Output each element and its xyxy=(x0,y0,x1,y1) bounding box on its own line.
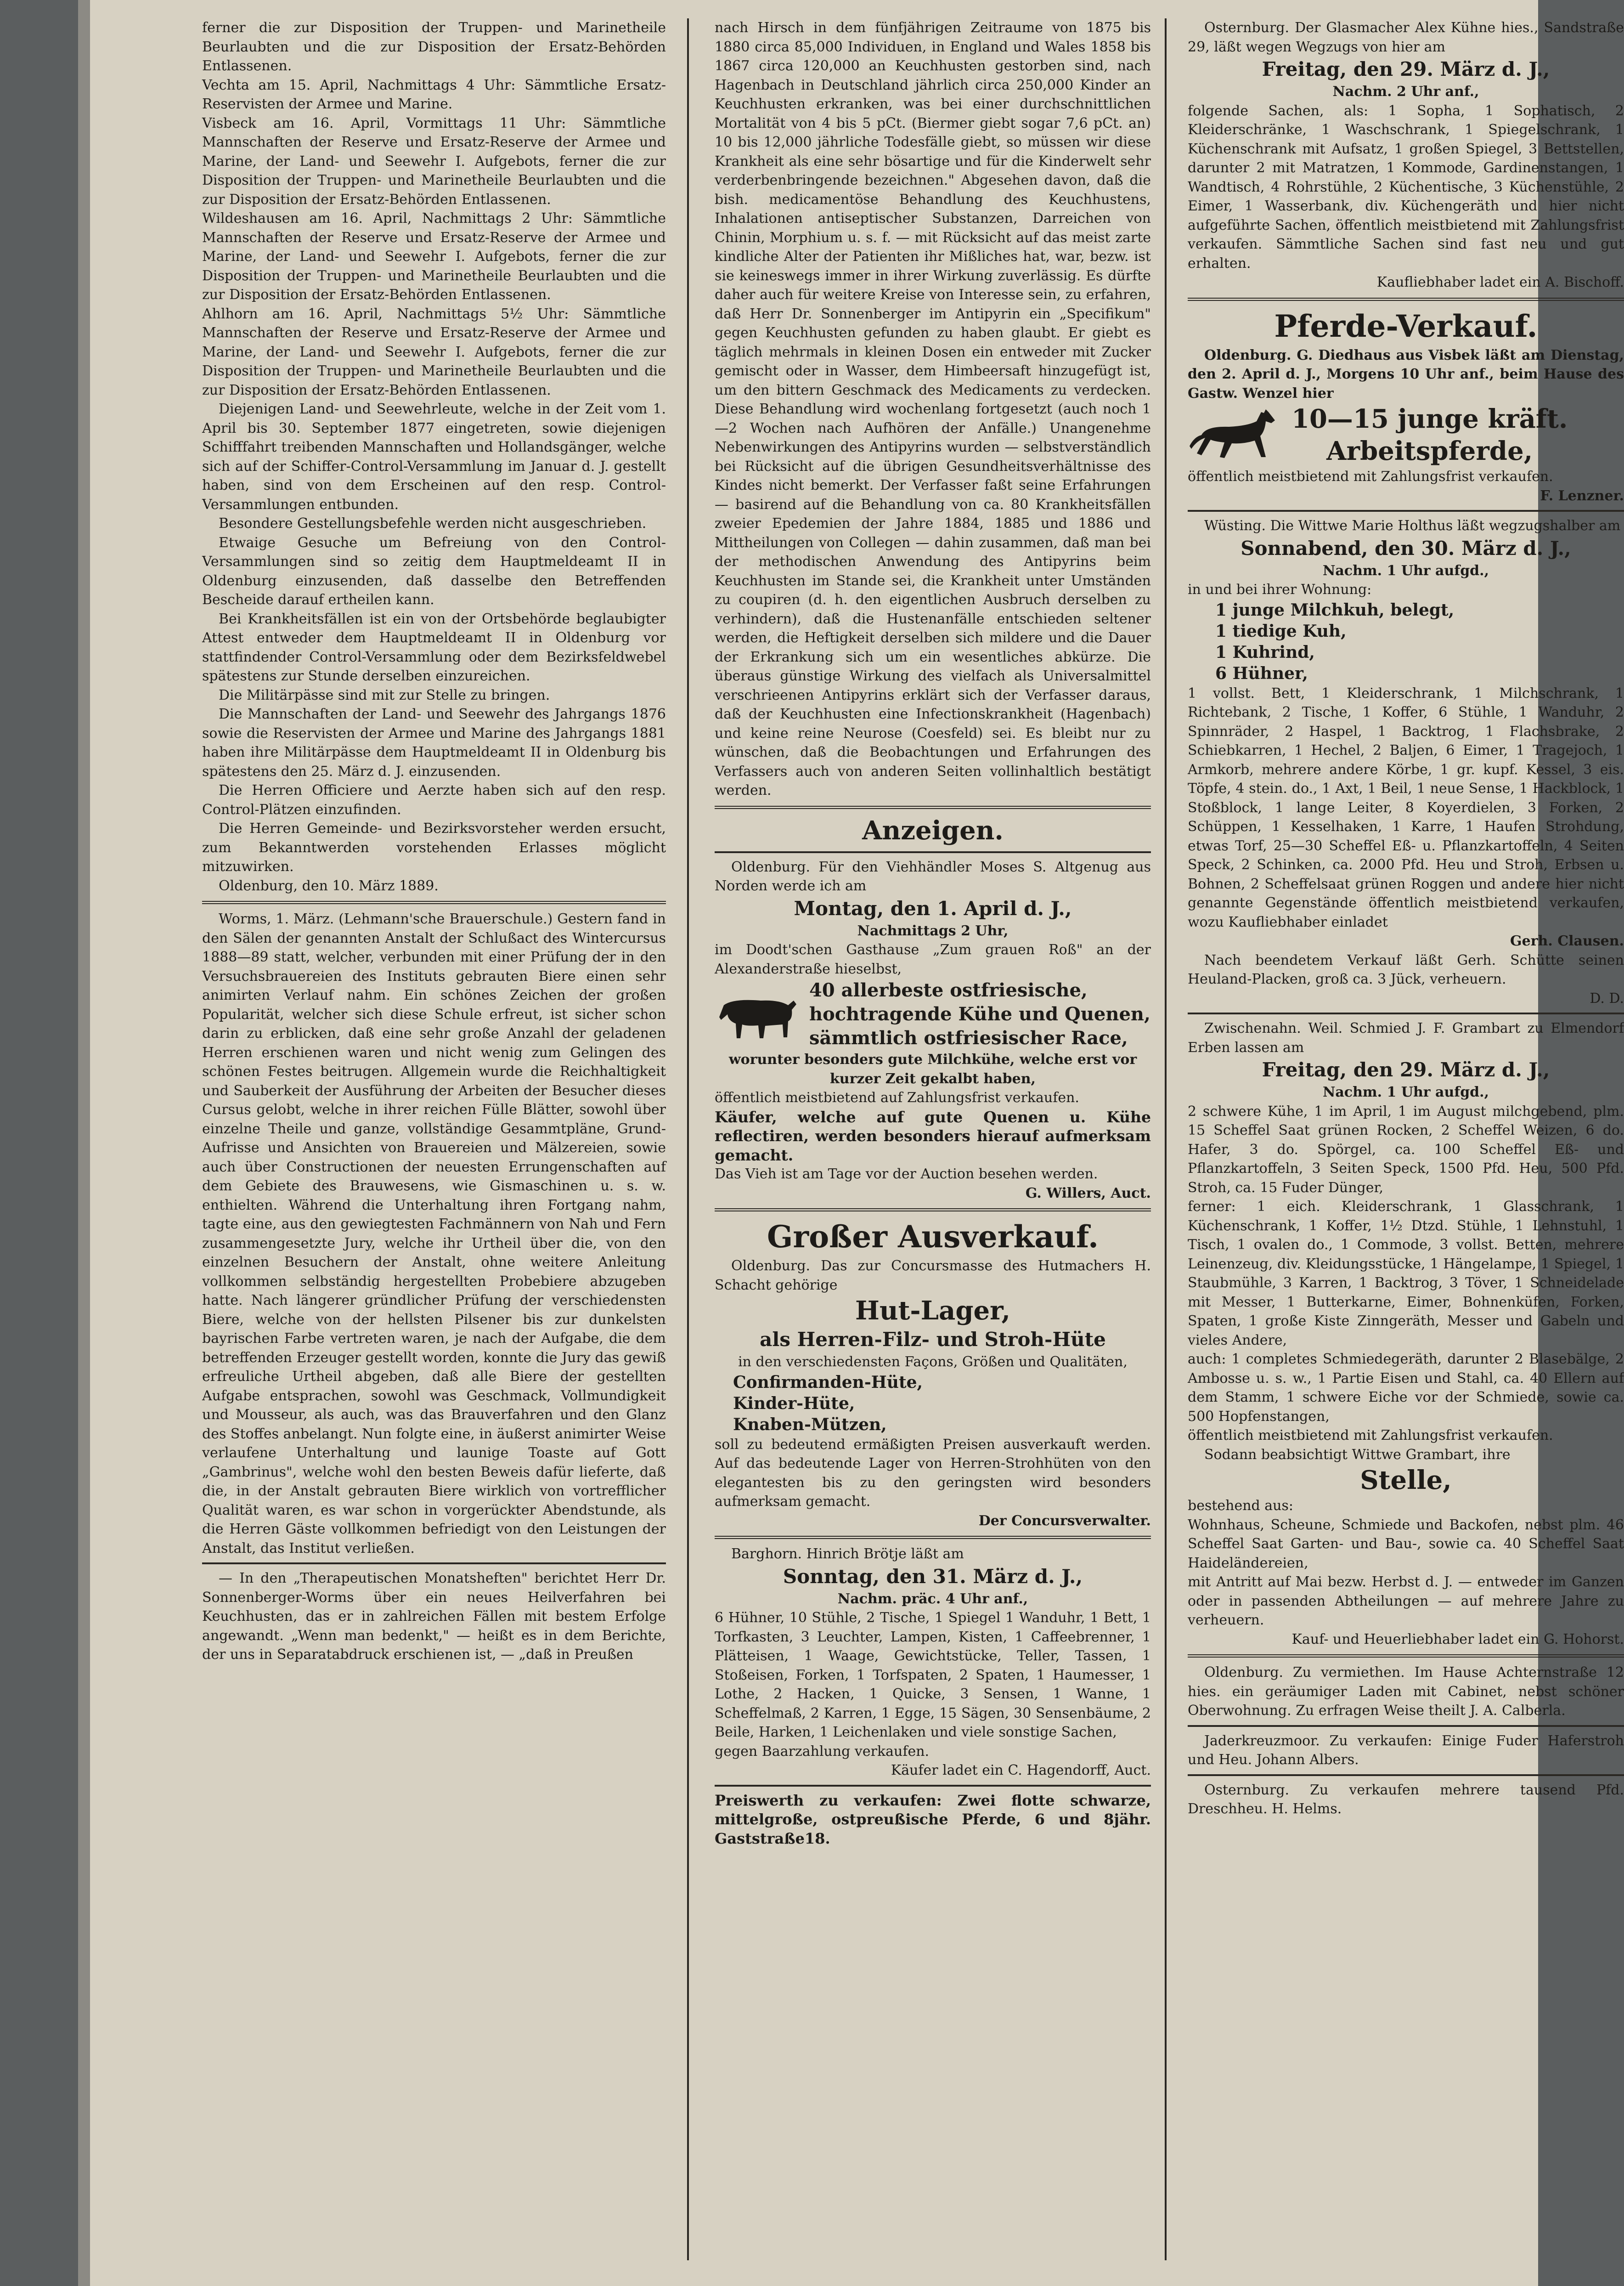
section-divider xyxy=(1188,298,1624,301)
ad-wuesting-time: Nachm. 1 Uhr aufgd., xyxy=(1322,562,1489,579)
ad-osternburg-date: Freitag, den 29. März d. J., xyxy=(1262,58,1550,80)
ad-horses-type: Arbeitspferde, xyxy=(1326,436,1533,466)
ad-sale-heading: Großer Ausverkauf. xyxy=(767,1219,1099,1255)
ad-cattle-sale: öffentlich meistbietend auf Zahlungsfrist verkaufen. xyxy=(715,1090,1079,1106)
ad-sale-subheading: als Herren-Filz- und Stroh-Hüte xyxy=(760,1328,1106,1351)
notice-vechta: Vechta am 15. April, Nachmittags 4 Uhr: Sämmtliche Ersatz-Reservisten der Armee und Marine. xyxy=(202,77,666,112)
ad-cattle-time: Nachmittags 2 Uhr, xyxy=(857,922,1009,939)
newspaper-page xyxy=(90,0,1624,2286)
notice-paragraph: Die Herren Officiere und Aerzte haben sich auf den resp. Control-Plätzen einzufinden. xyxy=(202,782,666,818)
notice-paragraph: Die Mannschaften der Land- und Seewehr des Jahrgangs 1876 sowie die Reservisten der Armee und Marine des Jahrgangs 1881 haben ihre Militärpässe dem Hauptmeldeamt II in Oldenburg bis spätestens den 25. März d. J. einzusenden. xyxy=(202,706,666,780)
notice-paragraph: Die Herren Gemeinde- und Bezirksvorsteher werden ersucht, zum Bekanntwerden vorstehenden Erlasses möglicht mitzuwirken. xyxy=(202,820,666,875)
notice-visbeck: Visbeck am 16. April, Vormittags 11 Uhr: Sämmtliche Mannschaften der Reserve und Ersatz-Reserve der Armee und Marine, der Land- und Seewehr I. Aufgebots, ferner die zur Disposition der Truppen- und Marinetheile Beurlaubten und die zur Disposition der Ersatz-Behörden Entlassenen. xyxy=(202,115,666,208)
ad-osternburg-hay: Osternburg. Zu verkaufen mehrere tausend Pfd. Dreschheu. H. Helms. xyxy=(1188,1782,1624,1817)
notice-paragraph: Besondere Gestellungsbefehle werden nicht ausgeschrieben. xyxy=(219,515,647,532)
notice-paragraph: Die Militärpässe sind mit zur Stelle zu bringen. xyxy=(219,687,550,703)
ad-horses-sale: öffentlich meistbietend mit Zahlungsfrist verkaufen. xyxy=(1188,469,1553,485)
ad-cattle-buyers: Käufer, welche auf gute Quenen u. Kühe reflectiren, werden besonders hierauf aufmerksam gemacht. xyxy=(715,1108,1151,1164)
ad-osternburg-time: Nachm. 2 Uhr anf., xyxy=(1332,84,1479,100)
column-left xyxy=(202,18,666,1664)
section-divider xyxy=(715,1208,1151,1211)
ad-wuesting-place: in und bei ihrer Wohnung: xyxy=(1188,582,1372,598)
ad-wuesting-intro: Wüsting. Die Wittwe Marie Holthus läßt wegzugshalber am xyxy=(1204,518,1621,534)
section-divider xyxy=(1188,1774,1624,1776)
ad-sale-item: Kinder-Hüte, xyxy=(733,1393,855,1413)
section-divider xyxy=(202,901,666,904)
page-binding-edge xyxy=(78,0,90,2286)
ad-sale-intro: Oldenburg. Das zur Concursmasse des Hutmachers H. Schacht gehörige xyxy=(715,1258,1151,1293)
ad-horses-offer xyxy=(1188,403,1624,467)
ad-sale-item: Confirmanden-Hüte, xyxy=(733,1372,923,1392)
section-heading-anzeigen: Anzeigen. xyxy=(862,815,1004,846)
ad-horses-heading: Pferde-Verkauf. xyxy=(1274,308,1538,344)
ad-wuesting-item: 1 tiedige Kuh, xyxy=(1215,621,1347,641)
ad-zwischenahn-text: ferner: 1 eich. Kleiderschrank, 1 Glasschrank, 1 Küchenschrank, 1 Koffer, 1½ Dtzd. Stühle, 1 Lehnstuhl, 1 Tisch, 1 ovalen do., 1 Commode, 3 vollst. Betten, mehrere Leinenzeug, div. Kleidungsstücke, 1 Hängelampe, 1 Spiegel, 1 Staubmühle, 3 Karren, 1 Backtrog, 3 Töver, 1 Schneidelade mit Messer, 1 Butterkarne, Eimer, Bohnenküfen, Forken, Spaten, 1 große Kiste Zinngeräth, Messer und Gabeln und vieles Andere, xyxy=(1188,1199,1624,1348)
horse-icon xyxy=(1188,407,1284,463)
section-divider xyxy=(715,851,1151,853)
ad-zwischenahn-text: mit Antritt auf Mai bezw. Herbst d. J. — entweder im Ganzen oder in passenden Abtheilungen — auf mehrere Jahre zu verheuern. xyxy=(1188,1574,1624,1628)
cow-icon xyxy=(715,987,802,1042)
ad-barghorn-payment: gegen Baarzahlung verkaufen. xyxy=(715,1743,930,1760)
ad-osternburg-text: folgende Sachen, als: 1 Sopha, 1 Sophatisch, 2 Kleiderschränke, 1 Waschschrank, 1 Spiegelschrank, 1 Küchenschrank mit Aufsatz, 1 großen Spiegel, 3 Bettstellen, darunter 2 mit Matratzen, 1 Kommode, Gardinenstangen, 1 Wandtisch, 4 Rohrstühle, 2 Küchentische, 3 Küchenstühle, 2 Eimer, 1 Wasserbank, div. Küchengeräth und hier nicht aufgeführte Sachen, öffentlich meistbietend mit Zahlungsfrist verkaufen. Sämmtliche Sachen sind fast neu und gut erhalten. xyxy=(1188,102,1624,272)
ad-wuesting-signature: Gerh. Clausen. xyxy=(1510,933,1624,949)
ad-jaderkreuzmoor: Jaderkreuzmoor. Zu verkaufen: Einige Fuder Haferstroh und Heu. Johann Albers. xyxy=(1188,1732,1624,1768)
ad-zwischenahn-intro: Zwischenahn. Weil. Schmied J. F. Grambart zu Elmendorf Erben lassen am xyxy=(1188,1020,1624,1056)
column-rule xyxy=(1165,18,1167,2260)
ad-barghorn-text: 6 Hühner, 10 Stühle, 2 Tische, 1 Spiegel 1 Wanduhr, 1 Bett, 1 Torfkasten, 3 Leuchter, Lampen, Kisten, 1 Caffeebrenner, 1 Plätteisen, 1 Waage, Gewichtstücke, Teller, Tassen, 1 Stoßeisen, Forken, 1 Torfspaten, 2 Spaten, 1 Haumesser, 1 Lothe, 2 Hacken, 1 Quicke, 3 Sensen, 1 Wanne, 1 Scheffelmaß, 2 Karren, 1 Egge, 15 Sägen, 30 Sensenbäume, 2 Beile, Harken, 1 Leichenlaken und viele sonstige Sachen, xyxy=(715,1610,1151,1740)
ad-wuesting-text: 1 vollst. Bett, 1 Kleiderschrank, 1 Milchschrank, 1 Richtebank, 2 Tische, 1 Koffer, 6 Stühle, 1 Wanduhr, 2 Spinnräder, 2 Haspel, 1 Backtrog, 1 Flachsbrake, 2 Schiebkarren, 1 Hechel, 2 Baljen, 6 Eimer, 1 Tragejoch, 1 Armkorb, mehrere andere Körbe, 1 gr. kupf. Kessel, 3 eis. Töpfe, 4 stein. do., 1 Axt, 1 Beil, 1 neue Sense, 1 Hackblock, 1 Stoßblock, 1 lange Leiter, 8 Koyerdielen, 3 Forken, 2 Schüppen, 1 Kesselhaken, 1 Karre, 1 Haufen Strohdung, etwas Torf, 25—30 Scheffel Eß- u. Pflanzkartoffeln, 4 Seiten Speck, 2 Schinken, ca. 2000 Pfd. Heu und Stroh, Erbsen u. Bohnen, 2 Scheffelsaat grünen Roggen und andere hier nicht genannte Gegenstände öffentlich meistbietend verkaufen, wozu Kaufliebhaber einladet xyxy=(1188,685,1624,930)
section-divider xyxy=(202,1562,666,1564)
ad-zwischenahn-date: Freitag, den 29. März d. J., xyxy=(1262,1058,1550,1081)
ad-osternburg-intro: Osternburg. Der Glasmacher Alex Kühne hies., Sandstraße 29, läßt wegen Wegzugs von hier am xyxy=(1188,20,1624,55)
ad-cattle-signature: G. Willers, Auct. xyxy=(1025,1185,1151,1201)
ad-wuesting-date: Sonnabend, den 30. März d. J., xyxy=(1241,537,1571,560)
ad-zwischenahn-consisting: bestehend aus: xyxy=(1188,1498,1294,1514)
ad-barghorn-time: Nachm. präc. 4 Uhr anf., xyxy=(837,1590,1028,1607)
section-divider xyxy=(1188,1013,1624,1014)
ad-oldenburg-rent: Oldenburg. Zu vermiethen. Im Hause Achternstraße 12 hies. ein geräumiger Laden mit Cabinet, nebst schöner Oberwohnung. Zu erfragen Weise theilt J. A. Calberla. xyxy=(1188,1664,1624,1719)
notice-wildeshausen: Wildeshausen am 16. April, Nachmittags 2 Uhr: Sämmtliche Mannschaften der Reserve und Ersatz-Reserve der Armee und Marine, der Land- und Seewehr I. Aufgebots, ferner die zur Disposition der Truppen- und Marinetheile Beurlaubten und die zur Disposition der Ersatz-Behörden Entlassenen. xyxy=(202,210,666,303)
ad-sale-signature: Der Concursverwalter. xyxy=(978,1512,1151,1529)
column-right xyxy=(1188,18,1624,1819)
ad-cattle-place: im Doodt'schen Gasthause „Zum grauen Roß" an der Alexanderstraße hieselbst, xyxy=(715,942,1151,977)
ad-cattle-date: Montag, den 1. April d. J., xyxy=(794,897,1072,920)
section-divider xyxy=(715,1785,1151,1787)
ad-zwischenahn-text: 2 schwere Kühe, 1 im April, 1 im August milchgebend, plm. 15 Scheffel Saat grünen Rocken, 2 Scheffel Weizen, 6 do. Hafer, 3 do. Spörgel, ca. 100 Scheffel Eß- und Pflanzkartoffeln, 3 Seiten Speck, 1500 Pfd. Heu, 500 Pfd. Stroh, ca. 15 Fuder Dünger, xyxy=(1188,1103,1624,1196)
ad-zwischenahn-sale: öffentlich meistbietend mit Zahlungsfrist verkaufen. xyxy=(1188,1427,1553,1443)
notice-paragraph: Etwaige Gesuche um Befreiung von den Control-Versammlungen sind so zeitig dem Hauptmeldeamt II in Oldenburg einzusenden, daß dasselbe den Betreffenden Bescheide darauf ertheilen kann. xyxy=(202,534,666,608)
ad-sale-item: Knaben-Mützen, xyxy=(733,1415,887,1434)
notice-ahlhorn: Ahlhorn am 16. April, Nachmittags 5½ Uhr: Sämmtliche Mannschaften der Reserve und Ersatz-Reserve der Armee und Marine, der Land- und Seewehr I. Aufgebots, ferner die zur Disposition der Truppen- und Marinetheile Beurlaubten und die zur Disposition der Ersatz-Behörden Entlassenen. xyxy=(202,306,666,398)
ad-wuesting-item: 6 Hühner, xyxy=(1215,663,1308,683)
section-divider xyxy=(1188,1725,1624,1727)
notice-paragraph: Diejenigen Land- und Seewehrleute, welche in der Zeit vom 1. April bis 30. September 1877 eingetreten, sowie diejenigen Schifffahrt treibenden Mannschaften und Hollandsgänger, welche sich auf der Schiffer-Control-Versammlung im Januar d. J. gestellt haben, sind von dem Erscheinen auf den resp. Control-Versammlungen entbunden. xyxy=(202,401,666,513)
column-rule xyxy=(687,18,689,2260)
notice-date: Oldenburg, den 10. März 1889. xyxy=(219,877,439,894)
ad-zwischenahn-time: Nachm. 1 Uhr aufgd., xyxy=(1322,1084,1489,1100)
ad-zwischenahn-then: Sodann beabsichtigt Wittwe Grambart, ihre xyxy=(1204,1446,1511,1463)
ad-zwischenahn-text: auch: 1 completes Schmiedegeräth, darunter 2 Blasebälge, 2 Ambosse u. s. w., 1 Partie Eisen und Stahl, ca. 40 Ellern auf dem Stamm, 1 schwere Eiche vor der Schmiede, sowie ca. 500 Hopfenstangen, xyxy=(1188,1351,1624,1425)
ad-horses-for-sale: Preiswerth zu verkaufen: Zwei flotte schwarze, mittelgroße, ostpreußische Pferde, 6 und 8jähr. Gaststraße18. xyxy=(715,1791,1151,1847)
article-therapeutic: — In den „Therapeutischen Monatsheften" berichtet Herr Dr. Sonnenberger-Worms über ein neues Heilverfahren bei Keuchhusten, das er in zahlreichen Fällen mit bestem Erfolge angewandt. „Wenn man bedenkt," — heißt es in dem Berichte, der uns in Separatabdruck erschienen ist, — „daß in Preußen xyxy=(202,1570,666,1663)
ad-barghorn-signature: Käufer ladet ein C. Hagendorff, Auct. xyxy=(891,1762,1151,1778)
ad-wuesting-item: 1 junge Milchkuh, belegt, xyxy=(1215,600,1455,620)
ad-cattle-offer xyxy=(715,979,1151,1050)
column-middle xyxy=(715,18,1151,1848)
ad-wuesting-initials: D. D. xyxy=(1590,990,1624,1007)
ad-zwischenahn-property: Stelle, xyxy=(1360,1465,1452,1495)
ad-cattle-end: Das Vieh ist am Tage vor der Auction besehen werden. xyxy=(715,1166,1098,1182)
notice-paragraph: Bei Krankheitsfällen ist ein von der Ortsbehörde beglaubigter Attest entweder dem Hauptmeldeamt II in Oldenburg vor stattfindender Control-Versammlung oder dem Bezirksfeldwebel spätestens zur Stunde derselben einzureichen. xyxy=(202,611,666,684)
section-divider xyxy=(1188,510,1624,512)
section-divider xyxy=(715,1536,1151,1539)
article-worms: Worms, 1. März. (Lehmann'sche Brauerschule.) Gestern fand in den Sälen der genannten Anstalt der Schlußact des Wintercursus 1888—89 statt, welcher, verbunden mit einer Prüfung der in den Versuchsbrauereien des Instituts gebrauten Biere einen sehr animirten Verlauf nahm. Ein schönes Zeichen der großen Popularität, welcher sich diese Schule erfreut, ist sicher schon darin zu erblicken, daß eine sehr große Anzahl der geladenen Herren erschienen waren und nicht wenig zum Gelingen des schönen Festes beitrugen. Allgemein wurde die Reichhaltigkeit und Sauberkeit der Ausführung der Arbeiten der Besucher dieses Cursus gelobt, welche in ihrer reichen Fülle Blätter, sowohl über einzelne Theile und ganze, vollständige Gesammtpläne, Grund-Aufrisse und Ansichten von Brauereien und Mälzereien, sowie auch über Constructionen der neuesten Errungenschaften auf dem Gebiete des Brauwesens, wie Gismaschinen u. s. w. enthielten. Während die Unterhaltung ihren Fortgang nahm, tagte eine, aus den gewiegtesten Fachmännern von Nah und Fern zusammengesetzte Jury, welche ihr Urtheil über die, von den einzelnen Besuchern der Anstalt, ohne weitere Anleitung vollkommen selbständig hergestellten Probebiere abzugeben hatte. Nach längerer gründlicher Prüfung der verschiedensten Biere, welche von der hellsten Pilsener bis zur dunkelsten bayrischen Farbe vertreten waren, je nach der Aufgabe, die dem betreffenden Erzeuger gestellt worden, konnte die Jury das gewiß erfreuliche Urtheil abgeben, daß alle Biere der gestellten Aufgabe entsprachen, sowohl was Geschmack, Vollmundigkeit und Mousseur, als auch, was das Brauverfahren und den Glanz des Stoffes anbelangt. Nun folgte eine, in äußerst animirter Weise verlaufene Unterhaltung und launige Toaste auf Gott „Gambrinus", welche wohl den besten Beweis dafür lieferte, daß die, in der Anstalt gebrauten Biere wirklich von vortrefflicher Qualität waren, es war schon in vorgerückter Abendstunde, als die Herren Gäste vollkommen befriedigt von den Leistungen der Anstalt, das Institut verließen. xyxy=(202,911,666,1556)
ad-osternburg-signature: Kaufliebhaber ladet ein A. Bischoff. xyxy=(1376,274,1624,290)
article-keuchhusten: nach Hirsch in dem fünfjährigen Zeitraume von 1875 bis 1880 circa 85,000 Individuen, in England und Wales 1858 bis 1867 circa 120,000 an Keuchhusten gestorben sind, nach Hagenbach in Deutschland jährlich circa 250,000 Kinder an Keuchhusten erkranken, was bei einer durchschnittlichen Mortalität von 4 bis 5 pCt. (Biermer giebt sogar 7,6 pCt. an) 10 bis 12,000 jährliche Todesfälle giebt, so müssen wir diese Krankheit als eine sehr bösartige und für die Kinderwelt sehr verderbenbringende bezeichnen." Abgesehen davon, daß die bish. medicamentöse Behandlung des Keuchhustens, Inhalationen antiseptischer Substanzen, Darreichen von Chinin, Morphium u. s. f. — mit Rücksicht auf das meist zarte kindliche Alter der Patienten ihr Mißliches hat, war, bezw. ist sie keineswegs immer in ihrer Wirkung zuverlässig. Es dürfte daher auch für weitere Kreise von Interesse sein, zu erfahren, daß Herr Dr. Sonnenberger im Antipyrin ein „Specifikum" gegen Keuchhusten gefunden zu haben glaubt. Er giebt es täglich mehrmals in kleinen Dosen ein entweder mit Zucker gemischt oder in Wasser, dem Himbeersaft hinzugefügt ist, um den bittern Geschmack des Medicaments zu verdecken. Diese Behandlung wird wochenlang fortgesetzt (auch noch 1—2 Wochen nach Aufhören der Anfälle.) Unangenehme Nebenwirkungen des Antipyrins wurden — selbstverständlich bei Rücksicht auf die übrigen Gesundheitsverhältnisse des Kindes nicht bemerkt. Der Verfasser faßt seine Erfahrungen — basirend auf die Behandlung von ca. 80 Krankheitsfällen zweier Epedemien der Jahre 1884, 1885 und 1886 und Mittheilungen von Collegen — dahin zusammen, daß man bei der methodischen Anwendung des Antipyrins beim Keuchhusten im Stande sei, die Krankheit unter Umständen zu coupiren (d. h. den eigentlichen Ausbruch derselben zu verhindern), daß die Hustenanfälle entschieden seltener werden, die Heftigkeit derselben sich mildere und die Dauer der Erkrankung sich um ein wesentliches abkürze. Die überaus günstige Wirkung des vielfach als Universalmittel verschrieenen Antipyrins erklärt sich der Verfasser daraus, daß der Keuchhusten eine Infectionskrankheit (Hagenbach) und keine reine Neurose (Coesfeld) sei. Es bleibt nur zu wünschen, daß die Beobachtungen und Erfahrungen des Verfassers auch von anderen Seiten vollinhaltlich bestätigt werden. xyxy=(715,20,1151,798)
section-divider xyxy=(1188,1654,1624,1658)
ad-sale-variety: in den verschiedensten Façons, Größen und Qualitäten, xyxy=(738,1354,1128,1370)
section-divider xyxy=(715,806,1151,809)
ad-horses-intro: Oldenburg. G. Diedhaus aus Visbek läßt am Dienstag, den 2. April d. J., Morgens 10 Uhr anf., beim Hause des Gastw. Wenzel hier xyxy=(1188,347,1624,402)
ad-zwischenahn-signature: Kauf- und Heuerliebhaber ladet ein G. Hohorst. xyxy=(1291,1631,1624,1647)
ad-sale-hat-stock: Hut-Lager, xyxy=(855,1296,1011,1326)
ad-horses-signature: F. Lenzner. xyxy=(1540,487,1624,504)
ad-wuesting-item: 1 Kuhrind, xyxy=(1215,642,1315,662)
ad-cattle-intro: Oldenburg. Für den Viehhändler Moses S. Altgenug aus Norden werde ich am xyxy=(715,859,1151,894)
ad-horses-count: 10—15 junge kräft. xyxy=(1291,404,1568,434)
ad-wuesting-after: Nach beendetem Verkauf läßt Gerh. Schütte seinen Heuland-Placken, groß ca. 3 Jück, verheuern. xyxy=(1188,952,1624,987)
ad-cattle-note: worunter besonders gute Milchkühe, welche erst vor kurzer Zeit gekalbt haben, xyxy=(728,1052,1137,1087)
ad-barghorn-intro: Barghorn. Hinrich Brötje läßt am xyxy=(731,1546,964,1562)
ad-cattle-headline: 40 allerbeste ostfriesische, hochtragende Kühe und Quenen, sämmtlich ostfriesischer Race, xyxy=(809,979,1150,1049)
notice-intro: ferner die zur Disposition der Truppen- und Marinetheile Beurlaubten und die zur Disposition der Ersatz-Behörden Entlassenen. xyxy=(202,20,666,74)
ad-sale-text: soll zu bedeutend ermäßigten Preisen ausverkauft werden. Auf das bedeutende Lager von Herren-Strohhüten von den elegantesten bis zu den geringsten wird besonders aufmerksam gemacht. xyxy=(715,1436,1151,1510)
ad-barghorn-date: Sonntag, den 31. März d. J., xyxy=(783,1565,1083,1588)
ad-zwischenahn-text: Wohnhaus, Scheune, Schmiede und Backofen, nebst plm. 46 Scheffel Saat Garten- und Bau-, sowie ca. 40 Scheffel Saat Haideländereien, xyxy=(1188,1516,1624,1571)
